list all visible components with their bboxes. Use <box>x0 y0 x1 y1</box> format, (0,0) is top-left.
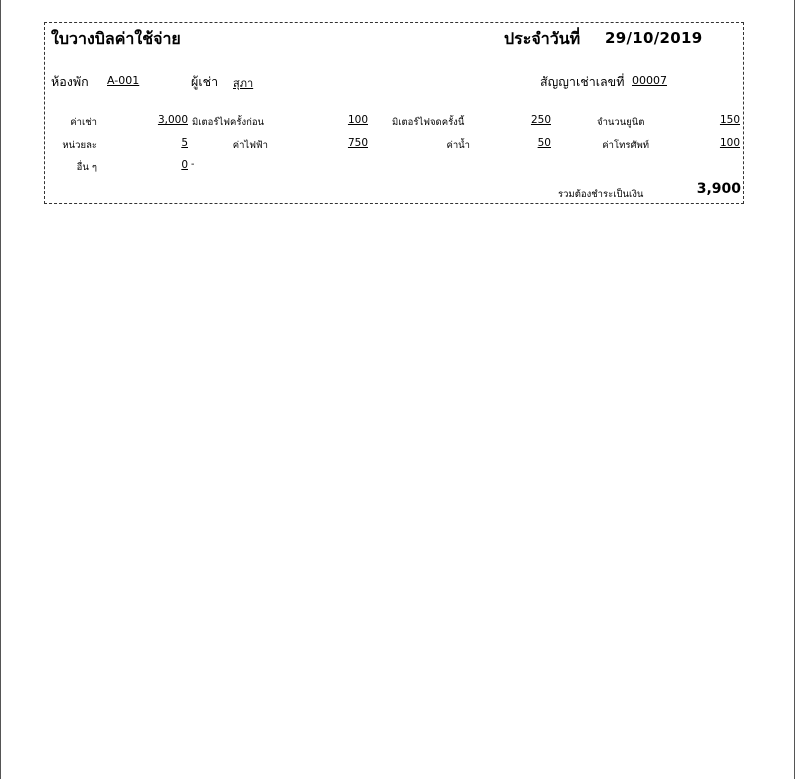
electric-label: ค่าไฟฟ้า <box>232 140 268 151</box>
room-label: ห้องพัก <box>51 74 89 89</box>
electric-value: 750 <box>347 137 368 149</box>
units-used-label: จำนวนยูนิต <box>597 117 645 128</box>
tenant-label: ผู้เช่า <box>191 74 219 89</box>
other-suffix: - <box>191 159 195 170</box>
rent-label: ค่าเช่า <box>70 117 97 128</box>
contract-value: 00007 <box>632 74 667 87</box>
unit-rate-value: 5 <box>181 137 188 149</box>
water-label: ค่าน้ำ <box>446 140 470 151</box>
contract-label: สัญญาเช่าเลขที่ <box>540 74 625 89</box>
meter-curr-label: มิเตอร์ไฟจดครั้งนี้ <box>392 117 465 128</box>
meter-prev-value: 100 <box>347 114 368 126</box>
other-value: 0 <box>181 159 188 171</box>
rent-value: 3,000 <box>157 114 188 126</box>
units-used-value: 150 <box>719 114 740 126</box>
total-label: รวมต้องชำระเป็นเงิน <box>558 189 644 200</box>
bill-box <box>44 22 744 204</box>
date-label: ประจำวันที่ <box>504 29 581 48</box>
meter-prev-label: มิเตอร์ไฟครั้งก่อน <box>192 117 265 128</box>
phone-label: ค่าโทรศัพท์ <box>602 140 649 151</box>
unit-rate-label: หน่วยละ <box>62 140 97 151</box>
other-label: อื่น ๆ <box>76 162 97 173</box>
meter-curr-value: 250 <box>530 114 551 126</box>
bill-date: 29/10/2019 <box>605 29 703 47</box>
room-value: A-001 <box>107 74 140 87</box>
tenant-value: สุภา <box>233 77 254 90</box>
bill-title: ใบวางบิลค่าใช้จ่าย <box>51 29 181 48</box>
phone-value: 100 <box>719 137 740 149</box>
water-value: 50 <box>537 137 551 149</box>
total-value: 3,900 <box>696 181 741 197</box>
